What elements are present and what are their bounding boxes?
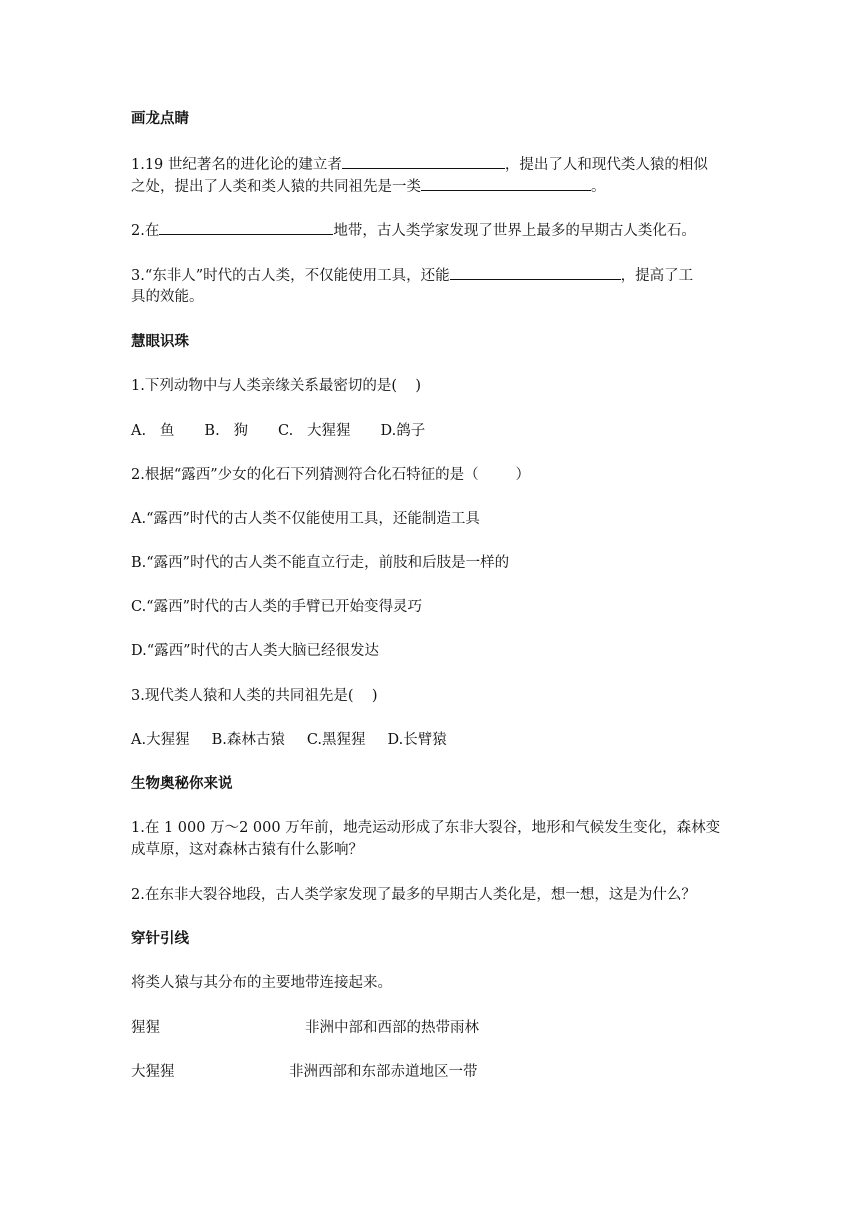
matching-right-item-1[interactable]: 非洲中部和西部的热带雨林 — [305, 1020, 479, 1036]
section-heading-fill-blank: 画龙点睛 — [131, 111, 189, 127]
option-d[interactable]: D.鸽子 — [380, 423, 426, 439]
question-text: 3.“东非人”时代的古人类，不仅能使用工具，还能 — [131, 268, 450, 284]
question-3-line-1 — [131, 264, 693, 287]
choice-question-3-options — [131, 729, 447, 751]
question-text: 地带，古人类学家发现了世界上最多的早期古人类化石。 — [333, 223, 696, 239]
choice-question-1: 1.下列动物中与人类亲缘关系最密切的是( ) — [131, 378, 422, 394]
choice-question-2-option-c[interactable]: C.“露西”时代的古人类的手臂已开始变得灵巧 — [131, 599, 423, 615]
choice-question-1-options — [131, 420, 425, 442]
question-text: 之处，提出了人类和类人猿的共同祖先是一类 — [131, 179, 421, 195]
matching-right-item-2[interactable]: 非洲西部和东部赤道地区一带 — [289, 1064, 478, 1080]
answer-blank[interactable] — [159, 219, 333, 235]
question-text: 2.在 — [131, 223, 160, 239]
option-b[interactable]: B.森林古猿 — [211, 732, 285, 748]
option-d[interactable]: D.长臂猿 — [387, 732, 447, 748]
section-heading-explain: 生物奥秘你来说 — [131, 776, 233, 792]
short-answer-1-line-1: 1.在 1 000 万～2 000 万年前，地壳运动形成了东非大裂谷，地形和气候发生变化，森林变 — [131, 820, 721, 836]
choice-question-2-option-a[interactable]: A.“露西”时代的古人类不仅能使用工具，还能制造工具 — [131, 511, 480, 527]
question-text: 1.19 世纪著名的进化论的建立者 — [131, 157, 342, 173]
section-heading-matching: 穿针引线 — [131, 931, 189, 947]
option-a[interactable]: A. 鱼 — [131, 423, 175, 439]
option-b[interactable]: B. 狗 — [204, 423, 249, 439]
section-heading-multiple-choice: 慧眼识珠 — [131, 334, 189, 350]
question-1-line-2 — [131, 175, 606, 198]
answer-blank[interactable] — [450, 264, 621, 280]
choice-question-2-option-b[interactable]: B.“露西”时代的古人类不能直立行走，前肢和后肢是一样的 — [131, 555, 510, 571]
question-text: ，提出了人和现代类人猿的相似 — [504, 157, 708, 173]
answer-blank[interactable] — [421, 175, 591, 191]
option-c[interactable]: C. 大猩猩 — [278, 423, 351, 439]
question-3-line-2: 具的效能。 — [131, 289, 204, 305]
question-text: ，提高了工 — [620, 268, 694, 284]
short-answer-2: 2.在东非大裂谷地段，古人类学家发现了最多的早期古人类化是，想一想，这是为什么？ — [131, 887, 696, 903]
question-text: 。 — [591, 179, 606, 195]
question-2 — [131, 219, 696, 242]
answer-blank[interactable] — [342, 153, 505, 169]
matching-left-item-2[interactable]: 大猩猩 — [131, 1064, 175, 1080]
short-answer-1-line-2: 成草原，这对森林古猿有什么影响？ — [131, 842, 363, 858]
option-c[interactable]: C.黑猩猩 — [306, 732, 366, 748]
choice-question-2: 2.根据“露西”少女的化石下列猜测符合化石特征的是（ ） — [131, 467, 531, 483]
option-a[interactable]: A.大猩猩 — [131, 732, 190, 748]
choice-question-3: 3.现代类人猿和人类的共同祖先是( ) — [131, 688, 378, 704]
question-1-line-1 — [131, 153, 708, 176]
matching-left-item-1[interactable]: 猩猩 — [131, 1020, 160, 1036]
choice-question-2-option-d[interactable]: D.“露西”时代的古人类大脑已经很发达 — [131, 643, 380, 659]
matching-instructions: 将类人猿与其分布的主要地带连接起来。 — [131, 975, 392, 991]
